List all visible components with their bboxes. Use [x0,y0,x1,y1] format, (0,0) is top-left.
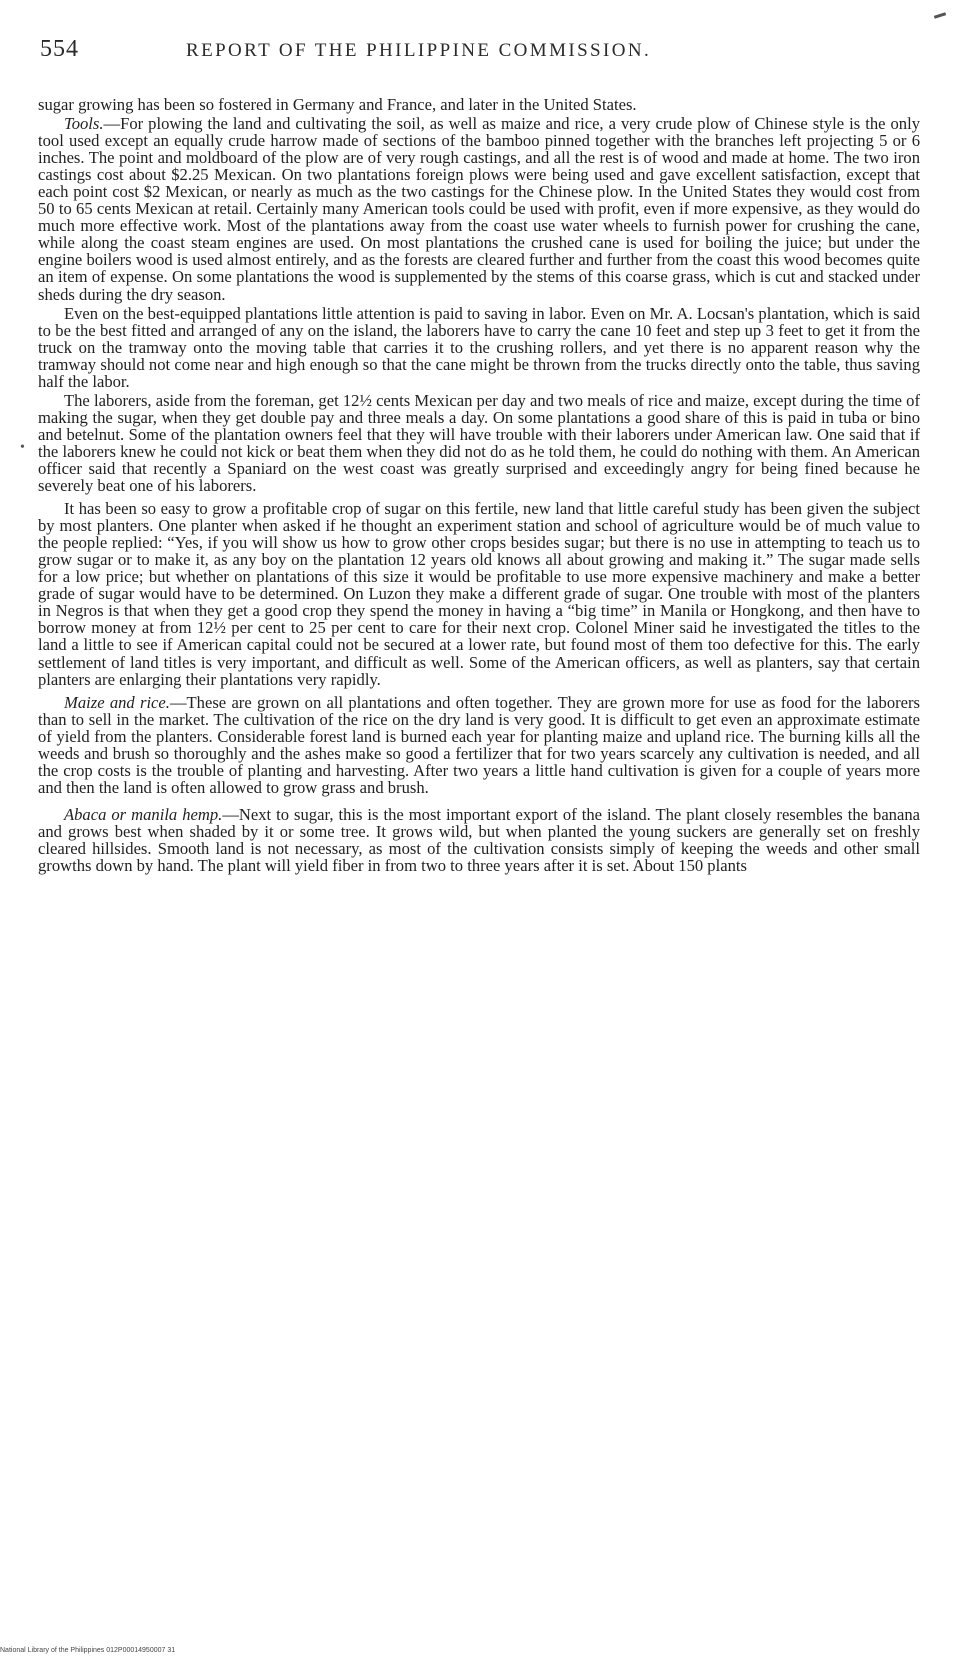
paragraph-heading: Maize and rice. [64,692,170,712]
margin-dot: • [20,440,25,455]
paragraph [38,500,920,688]
body-text [38,96,920,874]
running-title: REPORT OF THE PHILIPPINE COMMISSION. [186,40,652,61]
paragraph-heading: Tools. [64,114,104,134]
paragraph-text: It has been so easy to grow a profitable crop of sugar on this fertile, new land that little careful study has been given the subject by most planters. One planter when asked if he thought an experiment station and school of agriculture would be of much value to the people replied: “Yes, if you will show us how to grow other crops besides sugar; but there is no use in attempting to teach us to grow sugar or to make it, as any boy on the plantation 12 years old knows all about growing and making it.” The sugar made sells for a low price; but whether on plantations of this size it would be profitable to use more expensive machinery and make a better grade of sugar would have to be determined. On Luzon they make a different grade of sugar. One trouble with most of the planters in Negros is that when they get a good crop they spend the money in having a “big time” in Manila or Hongkong, and then have to borrow money at from 12½ per cent to 25 per cent to care for their next crop. Colonel Miner said he investigated the titles to the land a little to see if American capital could not be secured at a lower rate, but found most of them too defective for this. The early settlement of land titles is very important, and difficult as well. Some of the American officers, as well as planters, say that certain planters are enlarging their plantations very rapidly. [38,499,920,689]
paragraph-text: —These are grown on all plantations and often together. They are grown more for use as food for the laborers than to sell in the market. The cultivation of the rice on the dry land is very good. It is difficult to get even an approximate estimate of yield from the planters. Considerable forest land is burned each year for planting maize and upland rice. The burning kills all the weeds and brush so thoroughly and the ashes make so good a fertilizer that for two years scarcely any cultivation is needed, and all the crop costs is the trouble of planting and harvesting. After two years a little hand cultivation is given for a couple of years more and then the land is often allowed to grow grass and brush. [38,692,921,797]
paragraph-text: sugar growing has been so fostered in Germany and France, and later in the United States. [38,95,637,114]
paragraph-text: —Next to sugar, this is the most important export of the island. The plant closely resembles the banana and grows best when shaded by it or some tree. It grows wild, but when planted the young suckers are generally set on freshly cleared hillsides. Smooth land is not necessary, as most of the cultivation consists simply of keeping the weeds and other small growths down by hand. The plant will yield fiber in from two to three years after it is set. About 150 plants [38,804,921,876]
paragraph-text: —For plowing the land and cultivating the soil, as well as maize and rice, a very crude plow of Chinese style is the only tool used except an equally crude harrow made of sections of the bamboo pinned together with the branches left projecting 5 or 6 inches. The point and moldboard of the plow are of very rough castings, and all the rest is of wood and made at home. The two iron castings cost about $2.25 Mexican. On two plantations foreign plows were being used and gave excellent satisfaction, except that each point cost $2 Mexican, or nearly as much as the two castings for the Chinese plow. In the United States they would cost from 50 to 65 cents Mexican at retail. Certainly many American tools could be used with profit, even if more expensive, as they would do much more effective work. Most of the plantations away from the coast use water wheels to furnish power for crushing the cane, while along the coast steam engines are used. On most plantations the crushed cane is used for boiling the juice; but under the engine boilers wood is used almost entirely, and as the forests are cleared further and further from the coast this wood becomes quite an item of expense. On some plantations the wood is supplemented by the stems of this coarse grass, which is cut and stacked under sheds during the dry season. [38,114,920,304]
paragraph [38,305,920,390]
scan-credit: National Library of the Philippines 012P00014950007 31 [0,1647,176,1654]
paragraph-text: Even on the best-equipped plantations little attention is paid to saving in labor. Even on Mr. A. Locsan's plantation, which is said to be the best fitted and arranged of any on the island, the laborers have to carry the cane 10 feet and step up 3 feet to get it from the truck on the tramway onto the moving table that carries it to the crushing rollers, and yet there is no apparent reason why the tramway should not come near and high enough so that the cane might be thrown from the trucks directly onto the table, thus saving half the labor. [38,303,920,391]
scan-speck [934,12,946,19]
paragraph-heading: Abaca or manila hemp. [64,804,223,824]
paragraph-maize-rice [38,694,920,796]
paragraph-tools [38,115,920,303]
page-header [40,36,920,72]
paragraph [38,392,920,494]
paragraph-text: The laborers, aside from the foreman, get 12½ cents Mexican per day and two meals of rice and maize, except during the time of making the sugar, when they get double pay and three meals a day. On some plantations a good share of this is paid in tuba or bino and betelnut. Some of the plantation owners feel that they will have trouble with their laborers under American law. One said that if the laborers knew he could not kick or beat them when they did not do as he told them, he could do nothing with them. An American officer said that recently a Spaniard on the west coast was greatly surprised and exceedingly angry for being fined because he severely beat one of his laborers. [38,390,920,496]
paragraph-abaca [38,806,920,874]
paragraph [38,96,920,113]
page-number: 554 [40,36,79,62]
